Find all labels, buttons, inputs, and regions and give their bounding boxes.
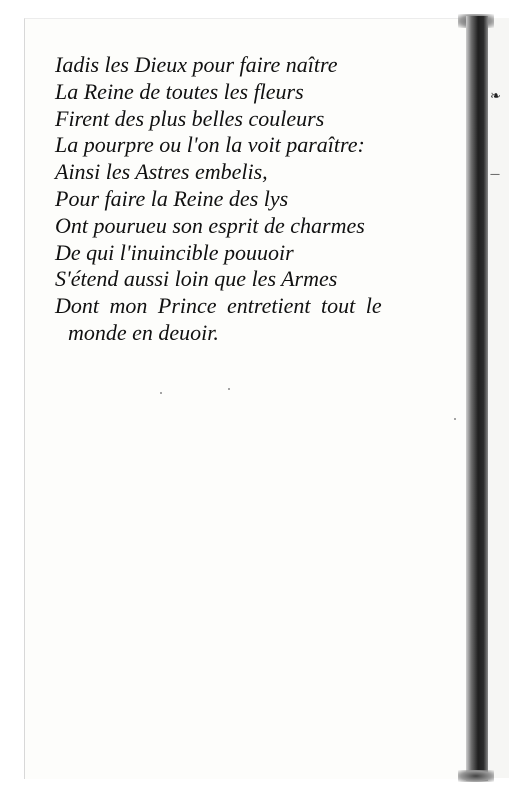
poem-line: Pour faire la Reine des lys [55, 185, 289, 211]
poem-line: De qui l'inuincible pouuoir [55, 239, 294, 265]
poem-line: La Reine de toutes les fleurs [55, 78, 304, 104]
poem-line: Dont mon Prince entretient tout le [55, 293, 382, 319]
poem-line: Firent des plus belles couleurs [55, 105, 325, 131]
poem-line: Ainsi les Astres embelis, [55, 159, 268, 185]
poem-line: S'étend aussi loin que les Armes [55, 266, 338, 292]
book-gutter [466, 16, 488, 781]
facing-page-edge [488, 18, 509, 778]
poem-line: Ont pourueu son esprit de charmes [55, 212, 365, 238]
paper-speck [160, 392, 162, 394]
paper-speck [228, 388, 230, 390]
poem-text [55, 52, 460, 347]
poem-line-continuation: monde en deuoir. [68, 319, 219, 345]
paper-speck [454, 418, 456, 420]
poem-line: Iadis les Dieux pour faire naître [55, 52, 338, 77]
gutter-shadow-bottom [458, 770, 494, 782]
facing-page-rule-icon: — [490, 169, 500, 180]
poem-line: La pourpre ou l'on la voit paraître: [55, 132, 365, 158]
facing-page-ornament-icon: ❧ [490, 89, 501, 104]
